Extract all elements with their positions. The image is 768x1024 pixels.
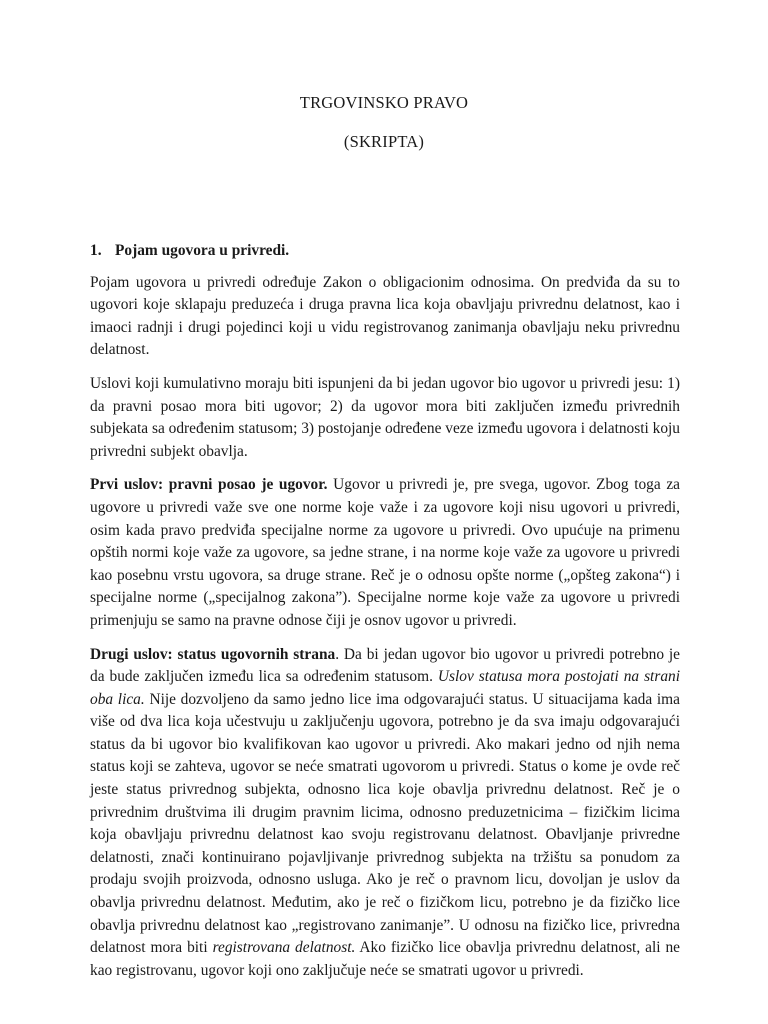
document-body — [90, 240, 680, 993]
paragraph-4-lead: Drugi uslov: status ugovornih strana — [90, 645, 336, 663]
paragraph-4-text-3: Ako fizičko lice obavlja privrednu delatnost, ali ne kao registrovanu, ugovor koji ono zaključuje neće se smatrati ugovor u privredi. — [90, 939, 680, 979]
section-heading-text: Pojam ugovora u privredi. — [115, 242, 290, 259]
paragraph-3 — [90, 474, 680, 632]
paragraph-4 — [90, 644, 680, 983]
document-subtitle: (SKRIPTA) — [343, 132, 425, 151]
section-heading — [90, 240, 680, 263]
section-number: 1. — [90, 242, 102, 259]
paragraph-3-lead: Prvi uslov: pravni posao je ugovor. — [90, 476, 328, 494]
paragraph-4-text-2: Nije dozvoljeno da samo jedno lice ima odgovarajući status. U situacijama kada ima više od dva lica koja učestvuju u zaključenju ugovora, potrebno je da sva imaju odgovarajući status da bi ugovor bio kvalifikovan kao ugovor u privredi. Ako makari jedno od njih nema status koji se zahteva, ugovor se neće smatrati ugovorom u privredi. Status o kome je ovde reč jeste status privrednog subjekta, odnosno lica koje obavlja privrednu delatnost. Reč je o privrednim društvima ili drugim pravnim licima, odnosno preduzetnicima – fizičkim licima koja obavljaju privrednu delatnost kao svoju registrovanu delatnost. Obavljanje privredne delatnosti, znači kontinuirano pojavljivanje privrednog subjekta na tržištu sa ponudom za prodaju svojih proizvoda, odnosno usluga. Ako je reč o pravnom licu, dovoljan je uslov da obavlja privrednu delatnost. Međutim, ako je reč o fizičkom licu, potrebno je da fizičko lice obavlja privrednu delatnost kao „registrovano zanimanje”. U odnosu na fizičko lice, privredna delatnost mora biti — [90, 690, 680, 957]
paragraph-3-text: Ugovor u privredi je, pre svega, ugovor. Zbog toga za ugovore u privredi važe sve one norme koje važe i za ugovore koji nisu ugovori u privredi, osim kada pravo predviđa specijalne norme za ugovore u privredi. Ovo upućuje na primenu opštih normi koje važe za ugovore, sa jedne strane, i na norme koje važe za ugovore u privredi kao posebnu vrstu ugovora, sa druge strane. Reč je o odnosu opšte norme („opšteg zakona“) i specijalne norme („specijalnog zakona”). Specijalne norme koje važe za ugovore u privredi primenjuju se samo na pravne odnose čiji je osnov ugovor u privredi. — [90, 476, 680, 629]
paragraph-1: Pojam ugovora u privredi određuje Zakon o obligacionim odnosima. On predviđa da su to ugovori koje sklapaju preduzeća i druga pravna lica koja obavljaju privrednu delatnost, kao i imaoci radnji i drugi pojedinci koji u vidu registrovanog zanimanja obavljaju neku privrednu delatnost. — [90, 273, 680, 359]
paragraph-4-italic-2: registrovana delatnost. — [212, 939, 356, 957]
paragraph-4-italic-1: Uslov statusa mora postojati na strani oba lica. — [90, 668, 680, 708]
document-title: TRGOVINSKO PRAVO — [299, 93, 469, 112]
paragraph-4-text-1: . Da bi jedan ugovor bio ugovor u privredi potrebno je da bude zaključen između lica sa određenim statusom. — [90, 645, 681, 686]
paragraph-2: Uslovi koji kumulativno moraju biti ispunjeni da bi jedan ugovor bio ugovor u privredi jesu: 1) da pravni posao mora biti ugovor; 2) da ugovor mora biti zaključen između privrednih subjekata sa određenim statusom; 3) postojanje određene veze između ugovora i delatnosti koju privredni subjekt obavlja. — [90, 374, 680, 460]
